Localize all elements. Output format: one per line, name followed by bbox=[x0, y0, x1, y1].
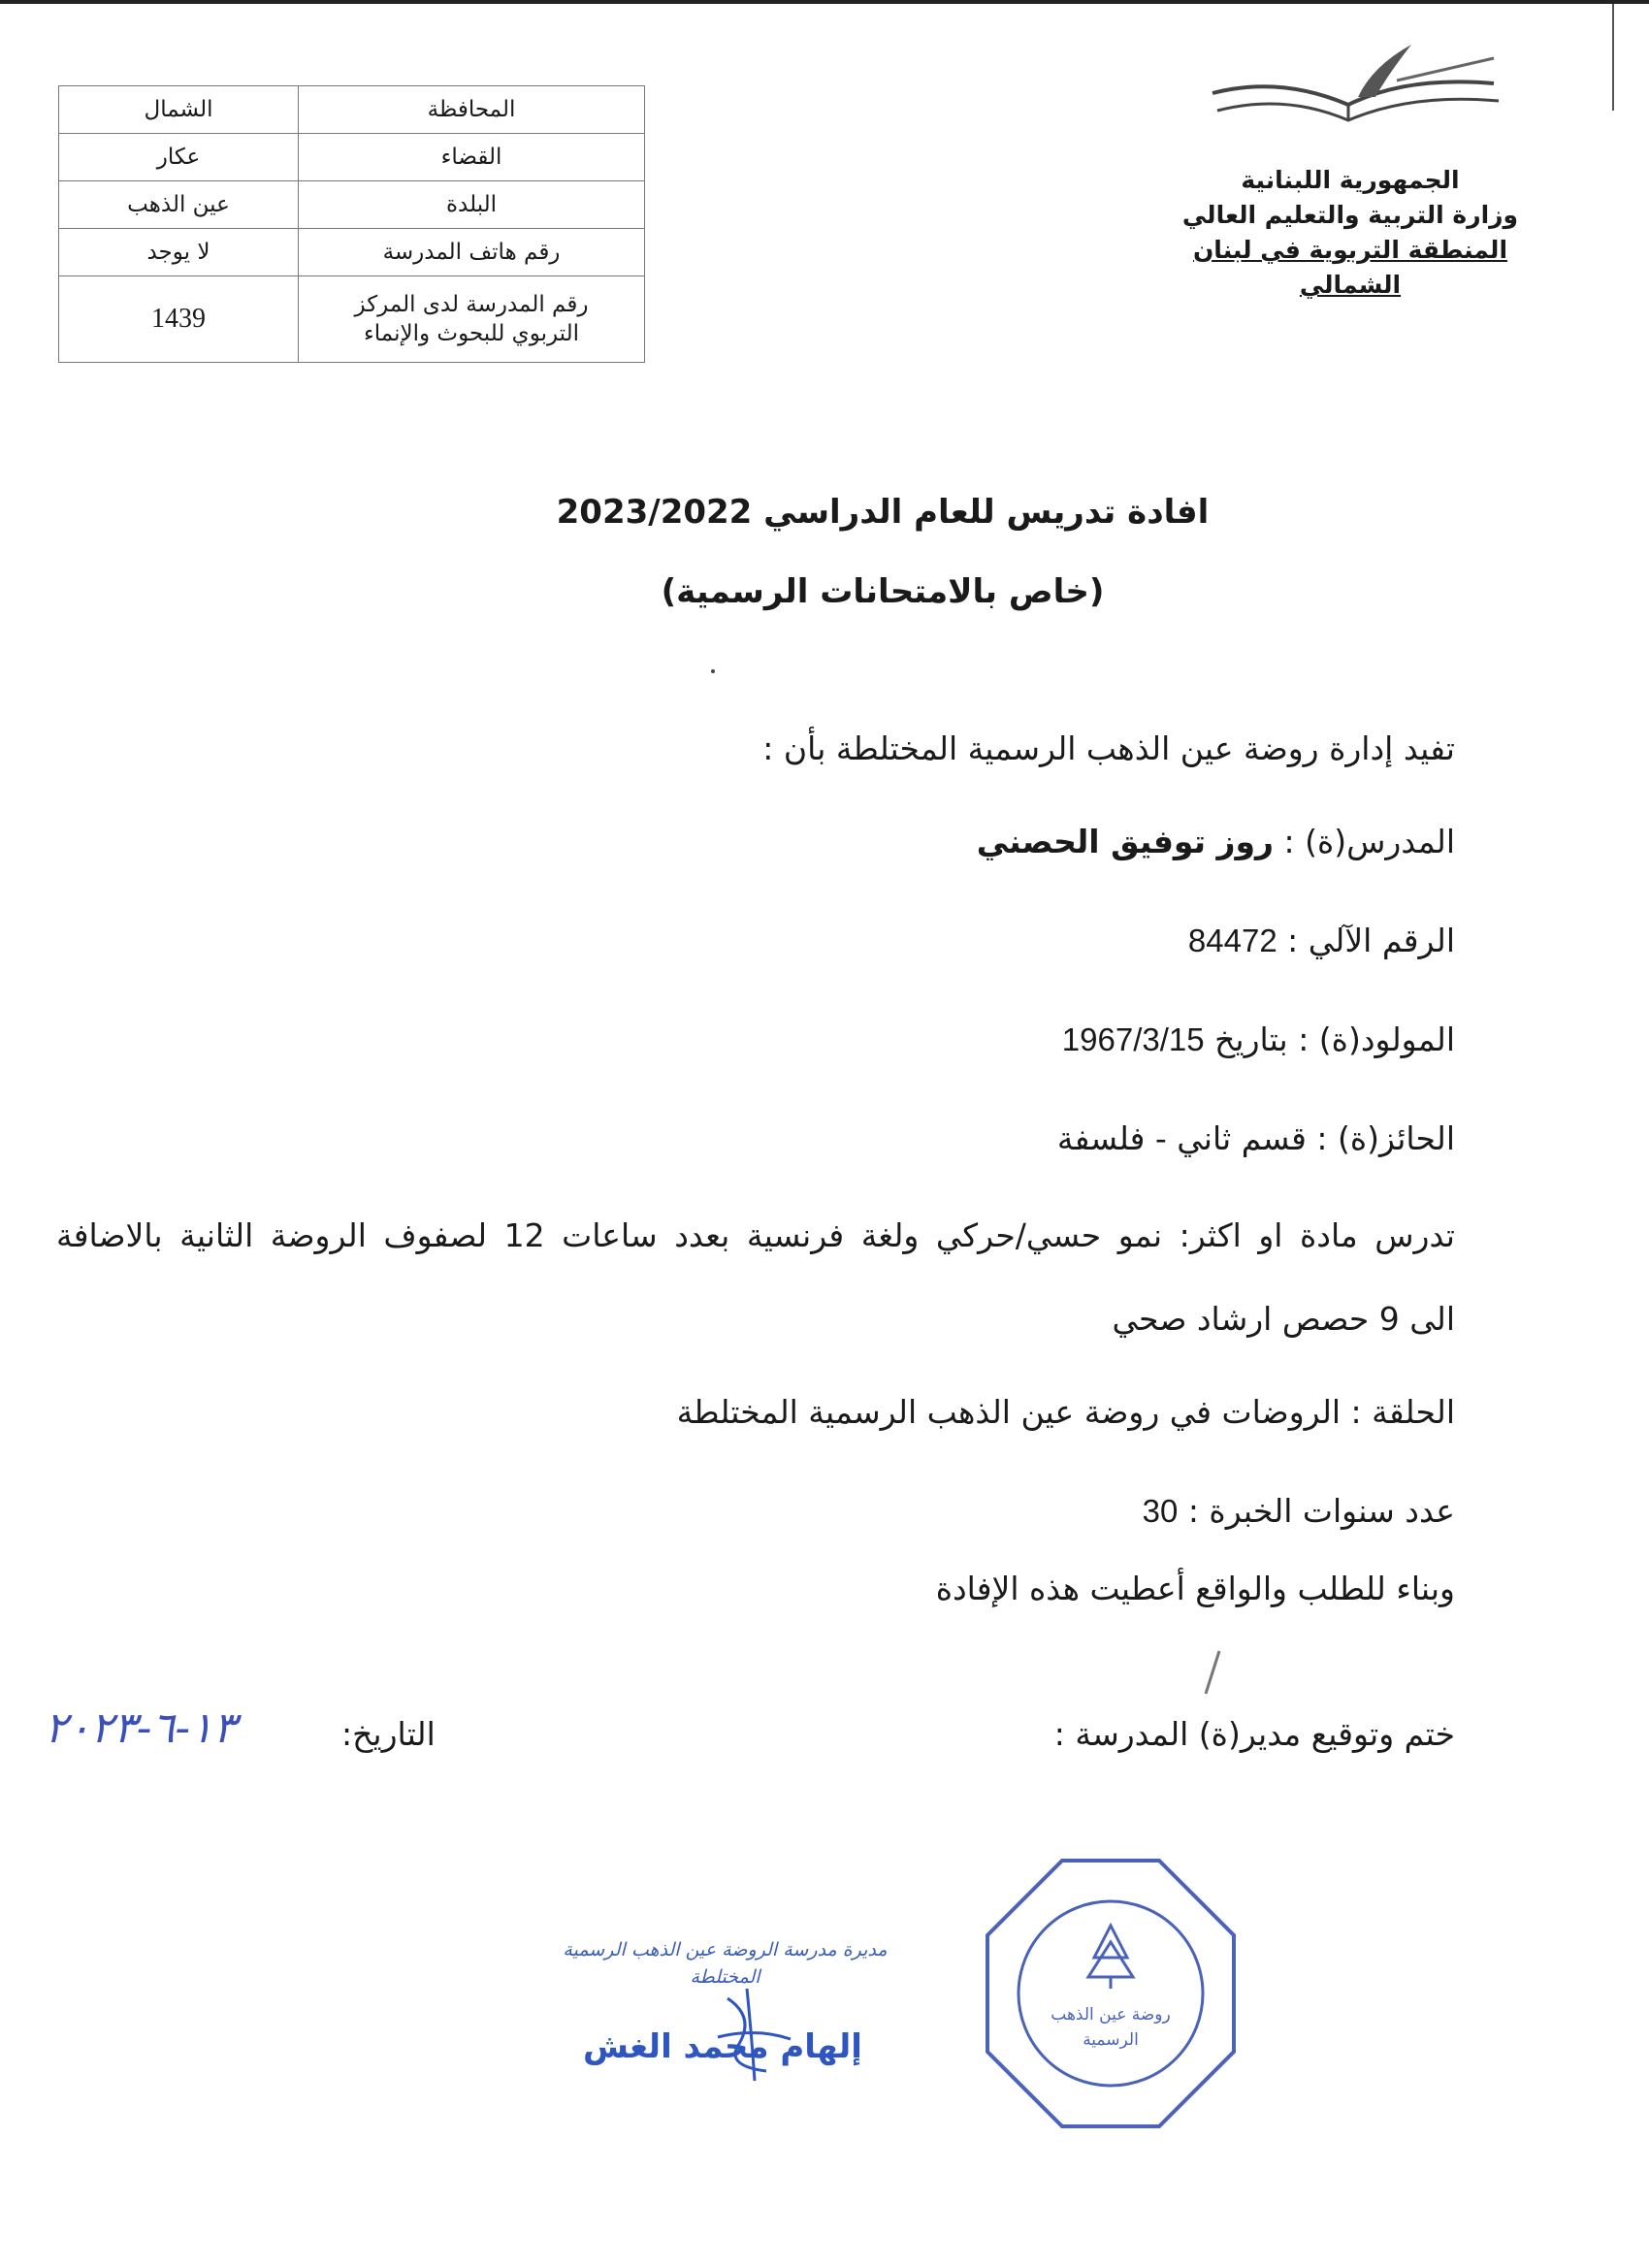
handwritten-date: ١٣-٦-٢٠٢٣ bbox=[45, 1703, 237, 1753]
right-border bbox=[1612, 4, 1614, 111]
top-border bbox=[0, 0, 1649, 4]
ministry-logo-icon bbox=[1203, 37, 1513, 144]
birth-label: المولود(ة) : بتاريخ bbox=[1214, 1021, 1455, 1058]
experience-value: 30 bbox=[1142, 1493, 1179, 1529]
closing-line: وبناء للطلب والواقع أعطيت هذه الإفادة bbox=[935, 1570, 1455, 1607]
teacher-label: المدرس(ة) : bbox=[1283, 823, 1455, 860]
document-subtitle: (خاص بالامتحانات الرسمية) bbox=[661, 572, 1105, 611]
experience-label: عدد سنوات الخبرة : bbox=[1187, 1492, 1455, 1530]
table-label: البلدة bbox=[299, 181, 645, 229]
subjects-line-2: الى 9 حصص ارشاد صحي bbox=[1112, 1300, 1455, 1338]
table-label: رقم هاتف المدرسة bbox=[299, 229, 645, 276]
table-row bbox=[59, 181, 645, 229]
signature-name: إلهام محمد الغش bbox=[583, 2027, 862, 2066]
degree-line: الحائز(ة) : قسم ثاني - فلسفة bbox=[1056, 1119, 1455, 1157]
birth-date: 1967/3/15 bbox=[1061, 1021, 1205, 1057]
table-value: الشمال bbox=[59, 86, 299, 134]
teacher-name: روز توفيق الحصني bbox=[976, 823, 1274, 860]
signature-title-line-1: مديرة مدرسة الروضة عين الذهب الرسمية bbox=[563, 1939, 888, 1960]
table-value: لا يوجد bbox=[59, 229, 299, 276]
table-row bbox=[59, 86, 645, 134]
label-line-2: التربوي للبحوث والإنماء bbox=[363, 321, 579, 346]
pen-mark-icon bbox=[1198, 1649, 1227, 1698]
table-value: عكار bbox=[59, 134, 299, 181]
id-label: الرقم الآلي : bbox=[1287, 922, 1455, 959]
subjects-line-1: تدرس مادة او اكثر: نمو حسي/حركي ولغة فرنسية بعدد ساعات 12 لصفوف الروضة الثانية بالاضافة bbox=[56, 1216, 1455, 1254]
school-number: 1439 bbox=[59, 276, 299, 363]
document-title: افادة تدريس للعام الدراسي 2023/2022 bbox=[556, 493, 1210, 532]
experience-line bbox=[1143, 1492, 1455, 1530]
scan-speck bbox=[711, 669, 715, 673]
svg-text:روضة عين الذهب: روضة عين الذهب bbox=[1051, 2005, 1171, 2025]
date-label: التاريخ: bbox=[341, 1715, 436, 1753]
id-value: 84472 bbox=[1187, 923, 1277, 958]
table-value: عين الذهب bbox=[59, 181, 299, 229]
stamp-signature-label: ختم وتوقيع مدير(ة) المدرسة : bbox=[1053, 1715, 1455, 1753]
cycle-line: الحلقة : الروضات في روضة عين الذهب الرسمية المختلطة bbox=[676, 1393, 1455, 1431]
birth-line bbox=[1062, 1021, 1455, 1058]
table-label: المحافظة bbox=[299, 86, 645, 134]
school-info-table bbox=[58, 85, 645, 363]
table-row bbox=[59, 134, 645, 181]
label-line-1: رقم المدرسة لدى المركز bbox=[354, 292, 589, 317]
table-label bbox=[299, 276, 645, 363]
svg-text:الرسمية: الرسمية bbox=[1083, 2030, 1139, 2050]
signature-title-line-2: المختلطة bbox=[690, 1966, 760, 1988]
teacher-line bbox=[977, 823, 1455, 860]
header-line-1: الجمهورية اللبنانية bbox=[1241, 166, 1460, 194]
intro-line: تفيد إدارة روضة عين الذهب الرسمية المختلطة بأن : bbox=[762, 729, 1455, 767]
table-label: القضاء bbox=[299, 134, 645, 181]
ministry-header bbox=[1147, 163, 1554, 303]
school-stamp-icon bbox=[980, 1853, 1242, 2134]
table-row bbox=[59, 229, 645, 276]
table-row bbox=[59, 276, 645, 363]
header-line-2: وزارة التربية والتعليم العالي bbox=[1181, 201, 1519, 229]
header-line-3: المنطقة التربوية في لبنان الشمالي bbox=[1192, 236, 1508, 299]
id-line bbox=[1188, 922, 1455, 959]
